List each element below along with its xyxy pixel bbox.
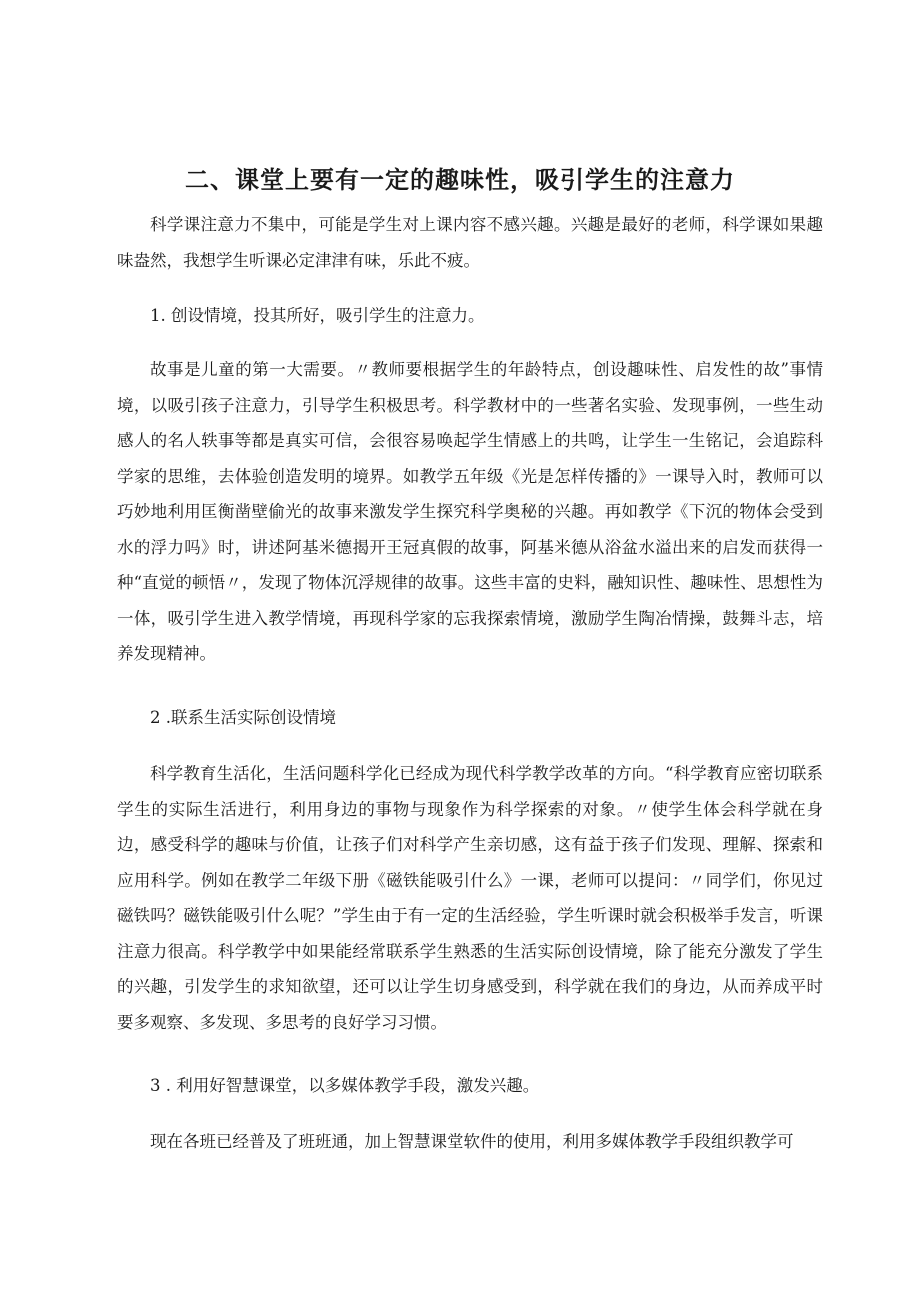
section1-paragraph: 故事是儿童的第一大需要。〃教师要根据学生的年龄特点，创设趣味性、启发性的故”事情境，以吸引孩子注意力，引导学生积极思考。科学教材中的一些著名实验、发现事例，一些生动感人的名人轶事等都是真实可信，会很容易唤起学生情感上的共鸣，让学生一生铭记，会追踪科学家的思维，去体验创造发明的境界。如教学五年级《光是怎样传播的》一课导入时，教师可以巧妙地利用匡衡凿壁偷光的故事来激发学生探究科学奥秘的兴趣。再如教学《下沉的物体会受到水的浮力吗》时，讲述阿基米德揭开王冠真假的故事，阿基米德从浴盆水溢出来的启发而获得一种“直觉的顿悟〃，发现了物体沉浮规律的故事。这些丰富的史料，融知识性、趣味性、思想性为一体，吸引学生进入教学情境，再现科学家的忘我探索情境，激励学生陶冶情操，鼓舞斗志，培养发现精神。 — [117, 360, 823, 663]
section2-paragraph: 科学教育生活化，生活问题科学化已经成为现代科学教学改革的方向。“科学教育应密切联系学生的实际生活进行，利用身边的事物与现象作为科学探索的对象。〃使学生体会科学就在身边，感受科学的趣味与价值，让孩子们对科学产生亲切感，这有益于孩子们发现、理解、探索和应用科学。例如在教学二年级下册《磁铁能吸引什么》一课，老师可以提问：〃同学们，你见过磁铁吗？磁铁能吸引什么呢？”学生由于有一定的生活经验，学生听课时就会积极举手发言，听课注意力很高。科学教学中如果能经常联系学生熟悉的生活实际创设情境，除了能充分激发了学生的兴趣，引发学生的求知欲望，还可以让学生切身感受到，科学就在我们的身边，从而养成平时要多观察、多发现、多思考的良好学习习惯。 — [117, 764, 823, 1032]
section3-paragraph: 现在各班已经普及了班班通，加上智慧课堂软件的使用，利用多媒体教学手段组织教学可 — [150, 1132, 794, 1151]
intro-paragraph: 科学课注意力不集中，可能是学生对上课内容不感兴趣。兴趣是最好的老师，科学课如果趣味盎然，我想学生听课必定津津有味，乐此不疲。 — [117, 215, 823, 270]
subheading-2: 2 .联系生活实际创设情境 — [150, 708, 336, 727]
section-title: 二、课堂上要有一定的趣味性，吸引学生的注意力 — [185, 165, 735, 195]
subheading-1: 1. 创设情境，投其所好，吸引学生的注意力。 — [150, 306, 485, 325]
subheading-3: 3 . 利用好智慧课堂，以多媒体教学手段，激发兴趣。 — [150, 1076, 540, 1095]
